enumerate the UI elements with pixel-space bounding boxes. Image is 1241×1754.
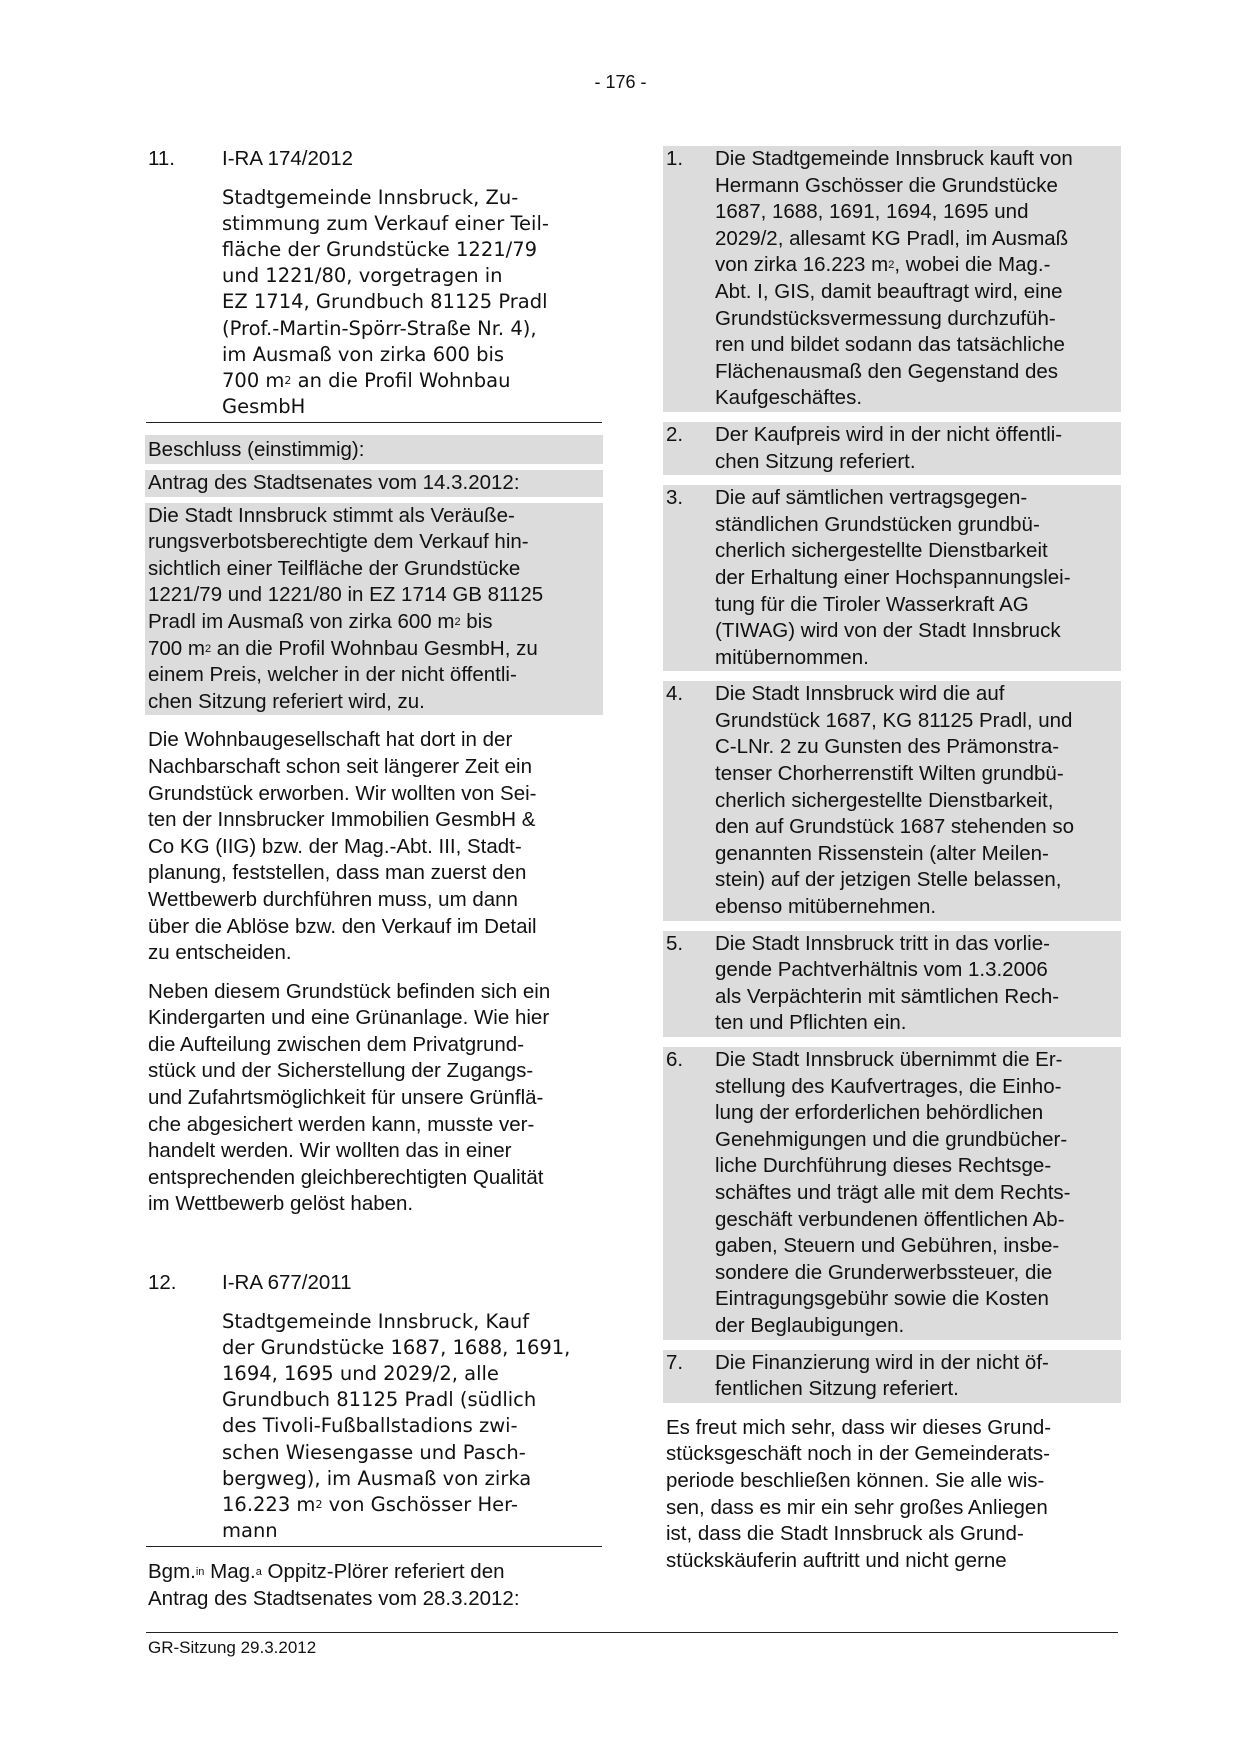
- text-line: Bgm.$^{in}$ Mag.$^a$ Oppitz-Plörer referiert den: [148, 1560, 505, 1584]
- text-line: ren und bildet sodann das tatsächliche: [715, 333, 1065, 357]
- text-line: Die Stadt Innsbruck tritt in das vorlie-: [715, 931, 1050, 955]
- text-line: ten und Pflichten ein.: [715, 1011, 907, 1035]
- text-line: Grundstück 1687, KG 81125 Pradl, und: [715, 708, 1073, 732]
- spacer: [660, 1037, 1124, 1047]
- text-line: mitübernommen.: [715, 645, 869, 669]
- beschluss-block: [145, 435, 603, 464]
- text-line: Genehmigungen und die grundbücher-: [715, 1127, 1068, 1151]
- text-line: tenser Chorherrenstift Wilten grundbü-: [715, 762, 1064, 786]
- text-line: Neben diesem Grundstück befinden sich ein: [148, 979, 551, 1003]
- item-12-header: [148, 1270, 600, 1297]
- footer: GR-Sitzung 29.3.2012: [148, 1638, 317, 1657]
- text-line: cherlich sichergestellte Dienstbarkeit,: [715, 788, 1054, 812]
- item-11-title: [222, 185, 600, 421]
- text-line: fentlichen Sitzung referiert.: [715, 1377, 959, 1401]
- text-line: Wettbewerb durchführen muss, um dann: [148, 887, 518, 911]
- text-line: 1687, 1688, 1691, 1694, 1695 und: [715, 200, 1029, 224]
- spacer: [660, 1340, 1124, 1350]
- text-line: Abt. I, GIS, damit beauftragt wird, eine: [715, 279, 1063, 303]
- title-line: im Ausmaß von zirka 600 bis: [222, 342, 505, 366]
- text-line: chen Sitzung referiert.: [715, 449, 916, 473]
- text-line: ten der Innsbrucker Immobilien GesmbH &: [148, 808, 536, 832]
- decision-line: Pradl im Ausmaß von zirka 600 $m^2$ bis: [148, 609, 493, 633]
- list-number: 1.: [666, 147, 684, 170]
- right-column: [666, 146, 1118, 1574]
- list-item: [666, 146, 1118, 412]
- title-line: und 1221/80, vorgetragen in: [222, 264, 503, 288]
- decision-line: Die Stadt Innsbruck stimmt als Veräuße-: [148, 503, 515, 527]
- title-line: 700 $m^2$ an die Profil Wohnbau: [222, 369, 511, 393]
- spacer: [660, 921, 1124, 931]
- bgm-paragraph: [148, 1559, 600, 1612]
- list-text: [715, 1047, 1118, 1340]
- text-line: (TIWAG) wird von der Stadt Innsbruck: [715, 619, 1061, 643]
- text-line: sen, dass es mir ein sehr großes Anliegen: [666, 1495, 1048, 1519]
- text-line: C-LNr. 2 zu Gunsten des Prämonstra-: [715, 735, 1060, 759]
- decision-line: chen Sitzung referiert wird, zu.: [148, 689, 425, 713]
- text-line: lung der erforderlichen behördlichen: [715, 1101, 1044, 1125]
- text-line: Nachbarschaft schon seit längerer Zeit ein: [148, 754, 533, 778]
- resolution-list: [663, 146, 1121, 1403]
- text-line: Co KG (IIG) bzw. der Mag.-Abt. III, Stadt-: [148, 834, 522, 858]
- text-line: gaben, Steuern und Gebühren, insbe-: [715, 1234, 1060, 1258]
- list-number: 2.: [666, 422, 684, 446]
- text-line: cherlich sichergestellte Dienstbarkeit: [715, 539, 1048, 563]
- text-line: Kindergarten und eine Grünanlage. Wie hier: [148, 1006, 550, 1030]
- list-text: [715, 681, 1118, 920]
- list-item: [666, 422, 1118, 475]
- text-line: handelt werden. Wir wollten das in einer: [148, 1139, 512, 1163]
- text-line: der Beglaubigungen.: [715, 1313, 905, 1337]
- title-line: bergweg), im Ausmaß von zirka: [222, 1466, 532, 1490]
- antrag-block: [145, 470, 603, 497]
- text-line: Die auf sämtlichen vertragsgegen-: [715, 486, 1028, 510]
- text-line: den auf Grundstück 1687 stehenden so: [715, 815, 1075, 839]
- text-line: und Zufahrtsmöglichkeit für unsere Grünflä-: [148, 1086, 544, 1110]
- text-line: Der Kaufpreis wird in der nicht öffentli-: [715, 422, 1063, 446]
- title-line: der Grundstücke 1687, 1688, 1691,: [222, 1335, 571, 1359]
- text-line: stellung des Kaufvertrages, die Einho-: [715, 1074, 1062, 1098]
- decision-line: rungsverbotsberechtigte dem Verkauf hin-: [148, 530, 529, 554]
- list-item: [666, 1047, 1118, 1340]
- text-line: ebenso mitübernehmen.: [715, 895, 937, 919]
- text-line: planung, feststellen, dass man zuerst den: [148, 861, 527, 885]
- paragraph-1: [148, 727, 600, 966]
- divider: [146, 1546, 602, 1547]
- text-line: Flächenausmaß den Gegenstand des: [715, 359, 1059, 383]
- spacer: [660, 475, 1124, 485]
- title-line: (Prof.-Martin-Spörr-Straße Nr. 4),: [222, 316, 537, 340]
- list-text: [715, 422, 1118, 475]
- item-12-ref: I-RA 677/2011: [222, 1271, 352, 1295]
- item-12-number: 12.: [148, 1271, 177, 1295]
- text-line: Eintragungsgebühr sowie die Kosten: [715, 1287, 1049, 1311]
- text-line: als Verpächterin mit sämtlichen Rech-: [715, 984, 1060, 1008]
- text-line: die Aufteilung zwischen dem Privatgrund-: [148, 1032, 525, 1056]
- text-line: 2029/2, allesamt KG Pradl, im Ausmaß: [715, 226, 1069, 250]
- text-line: gende Pachtverhältnis vom 1.3.2006: [715, 958, 1048, 982]
- title-line: GesmbH: [222, 395, 306, 419]
- title-line: EZ 1714, Grundbuch 81125 Pradl: [222, 290, 548, 314]
- text-line: genannten Rissenstein (alter Meilen-: [715, 841, 1049, 865]
- decision-line: 700 $m^2$ an die Profil Wohnbau GesmbH, zu: [148, 636, 538, 660]
- text-line: Kaufgeschäftes.: [715, 386, 863, 410]
- text-line: Die Finanzierung wird in der nicht öf-: [715, 1350, 1049, 1374]
- list-item: [666, 1350, 1118, 1403]
- title-line: Stadtgemeinde Innsbruck, Kauf: [222, 1309, 530, 1333]
- list-number: 3.: [666, 486, 684, 510]
- list-number: 7.: [666, 1350, 684, 1374]
- title-line: stimmung zum Verkauf einer Teil-: [222, 211, 549, 235]
- list-number: 4.: [666, 682, 684, 706]
- title-line: Stadtgemeinde Innsbruck, Zu-: [222, 185, 519, 209]
- text-line: tung für die Tiroler Wasserkraft AG: [715, 592, 1029, 616]
- divider: [146, 422, 602, 423]
- text-line: ständlichen Grundstücken grundbü-: [715, 512, 1040, 536]
- decision-block: [145, 503, 603, 716]
- text-line: schäftes und trägt alle mit dem Rechts-: [715, 1180, 1071, 1204]
- list-item: [666, 681, 1118, 920]
- text-line: liche Durchführung dieses Rechtsge-: [715, 1154, 1052, 1178]
- text-line: che abgesichert werden kann, musste ver-: [148, 1112, 535, 1136]
- text-line: über die Ablöse bzw. den Verkauf im Detail: [148, 914, 537, 938]
- title-line: fläche der Grundstücke 1221/79: [222, 238, 538, 261]
- title-line: 1694, 1695 und 2029/2, alle: [222, 1362, 499, 1386]
- text-line: periode beschließen können. Sie alle wis-: [666, 1468, 1045, 1492]
- title-line: mann: [222, 1519, 278, 1543]
- text-line: Es freut mich sehr, dass wir dieses Grund-: [666, 1415, 1052, 1439]
- list-text: [715, 485, 1118, 671]
- text-line: stücksgeschäft noch in der Gemeinderats-: [666, 1442, 1050, 1466]
- beschluss-label: Beschluss (einstimmig):: [148, 438, 365, 462]
- text-line: stückskäuferin auftritt und nicht gerne: [666, 1548, 1007, 1572]
- item-11-header: [148, 146, 600, 173]
- text-line: Antrag des Stadtsenates vom 28.3.2012:: [148, 1587, 520, 1611]
- item-11-ref: I-RA 174/2012: [222, 147, 354, 170]
- text-line: Hermann Gschösser die Grundstücke: [715, 173, 1058, 197]
- text-line: Die Wohnbaugesellschaft hat dort in der: [148, 728, 513, 752]
- list-item: [666, 931, 1118, 1037]
- list-item: [666, 485, 1118, 671]
- list-text: [715, 931, 1118, 1037]
- text-line: im Wettbewerb gelöst haben.: [148, 1192, 414, 1216]
- text-line: Die Stadtgemeinde Innsbruck kauft von: [715, 147, 1073, 170]
- text-line: Grundstück erworben. Wir wollten von Sei-: [148, 781, 537, 805]
- list-text: [715, 1350, 1118, 1403]
- title-line: des Tivoli-Fußballstadions zwi-: [222, 1414, 518, 1438]
- item-11-number: 11.: [148, 147, 175, 170]
- decision-line: 1221/79 und 1221/80 in EZ 1714 GB 81125: [148, 583, 544, 607]
- title-line: Grundbuch 81125 Pradl (südlich: [222, 1388, 537, 1412]
- list-text: [715, 146, 1118, 412]
- text-line: ist, dass die Stadt Innsbruck als Grund-: [666, 1522, 1024, 1546]
- spacer: [660, 412, 1124, 422]
- text-line: von zirka 16.223 $m^2$, wobei die Mag.-: [715, 253, 1051, 277]
- text-line: zu entscheiden.: [148, 941, 292, 965]
- page-number: - 176 -: [594, 72, 647, 92]
- text-line: Die Stadt Innsbruck wird die auf: [715, 682, 1005, 706]
- title-line: schen Wiesengasse und Pasch-: [222, 1440, 526, 1464]
- text-line: der Erhaltung einer Hochspannungslei-: [715, 565, 1071, 589]
- item-12-title: [222, 1309, 600, 1545]
- closing-paragraph: [666, 1415, 1118, 1575]
- text-line: Grundstücksvermessung durchzufüh-: [715, 306, 1056, 330]
- text-line: sondere die Grunderwerbssteuer, die: [715, 1260, 1053, 1284]
- paragraph-2: [148, 979, 600, 1218]
- text-line: stück und der Sicherstellung der Zugangs-: [148, 1059, 534, 1083]
- title-line: 16.223 $m^2$ von Gschösser Her-: [222, 1493, 518, 1517]
- text-line: entsprechenden gleichberechtigten Qualität: [148, 1165, 544, 1189]
- spacer: [660, 671, 1124, 681]
- footer-divider: [146, 1632, 1118, 1633]
- text-line: Die Stadt Innsbruck übernimmt die Er-: [715, 1048, 1063, 1071]
- decision-line: sichtlich einer Teilfläche der Grundstücke: [148, 556, 521, 580]
- text-line: geschäft verbundenen öffentlichen Ab-: [715, 1207, 1065, 1231]
- left-column: [148, 146, 600, 1613]
- list-number: 5.: [666, 931, 684, 955]
- decision-line: einem Preis, welcher in der nicht öffentli-: [148, 663, 517, 687]
- antrag-label: Antrag des Stadtsenates vom 14.3.2012:: [148, 471, 520, 495]
- text-line: stein) auf der jetzigen Stelle belassen,: [715, 868, 1062, 892]
- list-number: 6.: [666, 1048, 684, 1071]
